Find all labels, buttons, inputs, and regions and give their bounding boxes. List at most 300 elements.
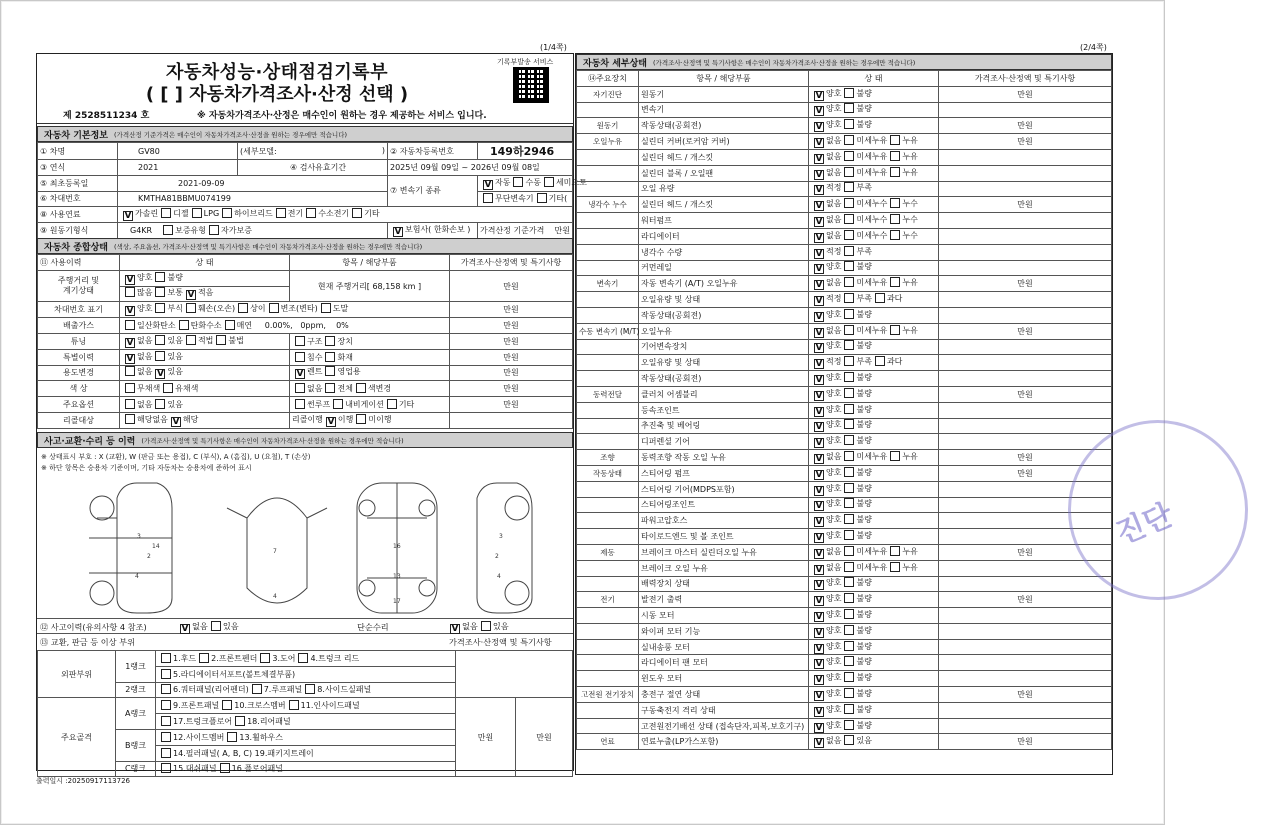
detail-row — [577, 623, 1112, 639]
commercial-checkbox[interactable] — [325, 366, 335, 376]
detail-item: 브레이크 마스터 실린더오일 누유 — [639, 544, 809, 560]
recall-notdone-checkbox[interactable] — [356, 414, 366, 424]
detail-group — [577, 307, 639, 323]
fuel-diesel: 디젤 — [173, 209, 189, 219]
detail-checkbox[interactable] — [844, 309, 854, 319]
detail-item: 오일누유 — [639, 323, 809, 339]
detail-option-label: 미세누유 — [856, 151, 888, 161]
detail-option-label: 양호 — [826, 531, 842, 540]
detail-checkbox[interactable] — [844, 135, 854, 145]
detail-checkbox[interactable] — [844, 435, 854, 445]
detail-row — [577, 118, 1112, 134]
detail-checkbox[interactable] — [844, 498, 854, 508]
recall-none-checkbox[interactable] — [125, 414, 135, 424]
detail-checkbox[interactable]: V — [815, 469, 823, 480]
detail-checkbox[interactable]: V — [815, 343, 823, 354]
mileage-bad-checkbox[interactable] — [155, 272, 165, 282]
detail-checkbox[interactable] — [844, 672, 854, 682]
part-roof-panel-checkbox[interactable] — [252, 684, 262, 694]
accident-note: (가격조사·산정액 및 특기사항은 매수인이 자동차가격조사·산정을 원하는 경우에만 적습니다) — [141, 436, 404, 445]
detail-checkbox[interactable] — [890, 230, 900, 240]
detail-checkbox[interactable] — [844, 88, 854, 98]
detail-price: 만원 — [939, 687, 1112, 703]
fire-checkbox[interactable] — [325, 352, 335, 362]
qr-code-icon[interactable] — [513, 67, 549, 103]
detail-checkbox[interactable] — [844, 641, 854, 651]
detail-group — [577, 181, 639, 197]
detail-item: 작동상태(공회전) — [639, 371, 809, 387]
detail-option-label: 불량 — [856, 404, 872, 414]
detail-option-label: 양호 — [826, 373, 842, 383]
tuning-legal-checkbox[interactable] — [186, 335, 196, 345]
detail-checkbox[interactable] — [844, 293, 854, 303]
detail-checkbox[interactable]: V — [815, 548, 823, 559]
detail-state — [809, 213, 939, 229]
detail-checkbox[interactable]: V — [815, 327, 823, 338]
part-front-panel-checkbox[interactable] — [161, 700, 171, 710]
detail-checkbox[interactable] — [844, 340, 854, 350]
detail-row — [577, 592, 1112, 608]
options-none-checkbox[interactable] — [125, 399, 135, 409]
other-trans-checkbox[interactable] — [537, 193, 547, 203]
detail-checkbox[interactable] — [844, 119, 854, 129]
detail-checkbox[interactable]: V — [815, 564, 823, 575]
tuning-structure-checkbox[interactable] — [295, 336, 305, 346]
detail-checkbox[interactable]: V — [815, 422, 823, 433]
options-label: 주요옵션 — [38, 397, 120, 413]
part-radiator-support-checkbox[interactable] — [161, 669, 171, 679]
detail-checkbox[interactable] — [844, 688, 854, 698]
reg-no-label: ② 자동차등록번호 — [388, 143, 478, 160]
detail-checkbox[interactable]: V — [815, 248, 823, 259]
detail-checkbox[interactable]: V — [815, 406, 823, 417]
detail-checkbox[interactable]: V — [815, 627, 823, 638]
detail-option-label: 양호 — [826, 120, 842, 130]
detail-option-label: 불량 — [856, 594, 872, 604]
detail-checkbox[interactable]: V — [815, 580, 823, 591]
detail-state — [809, 165, 939, 181]
semi-checkbox[interactable] — [544, 177, 554, 187]
mileage-good-checkbox[interactable]: V — [126, 274, 134, 285]
warranty-type: 보증유형 — [175, 226, 207, 236]
detail-checkbox[interactable]: V — [815, 185, 823, 196]
options-other-checkbox[interactable] — [387, 399, 397, 409]
detail-checkbox[interactable] — [844, 562, 854, 572]
fuel-diesel-checkbox[interactable] — [161, 208, 171, 218]
detail-checkbox[interactable] — [844, 467, 854, 477]
rank2-label: 2랭크 — [116, 682, 156, 698]
part-wheel-house-checkbox[interactable] — [227, 732, 237, 742]
detail-option-label: 양호 — [826, 436, 842, 446]
detail-option-label: 미세누유 — [856, 546, 888, 556]
accident-history-row: ⑫ 사고이력(유의사항 4 참조) V 없음 있음 단순수리 V 없음 있음 — [37, 618, 573, 634]
detail-state — [809, 339, 939, 355]
special-none-checkbox[interactable]: V — [126, 353, 134, 364]
detail-item: 스티어링 기어(MDPS포함) — [639, 481, 809, 497]
detail-checkbox[interactable] — [844, 167, 854, 177]
color-label: 색 상 — [38, 381, 120, 397]
detail-checkbox[interactable] — [844, 625, 854, 635]
detail-price: 만원 — [939, 734, 1112, 750]
fuel-other-checkbox[interactable] — [352, 208, 362, 218]
detail-option-label: 양호 — [826, 720, 842, 730]
detail-group: 자기진단 — [577, 86, 639, 102]
sunroof-checkbox[interactable] — [295, 399, 305, 409]
tuning-device-checkbox[interactable] — [325, 336, 335, 346]
vin-damage-checkbox[interactable] — [186, 303, 196, 313]
detail-checkbox[interactable]: V — [815, 138, 823, 149]
detail-checkbox[interactable]: V — [815, 722, 823, 733]
part-front-fender-checkbox[interactable] — [199, 653, 209, 663]
detail-state — [809, 181, 939, 197]
detail-row — [577, 339, 1112, 355]
detail-option-label: 불량 — [856, 673, 872, 683]
part-side-member-checkbox[interactable] — [161, 732, 171, 742]
detail-checkbox[interactable]: V — [815, 90, 823, 101]
detail-checkbox[interactable] — [844, 103, 854, 113]
detail-checkbox[interactable]: V — [815, 296, 823, 307]
part-dash-panel-checkbox[interactable] — [161, 763, 171, 773]
insurer-warranty-checkbox[interactable]: V — [394, 227, 402, 238]
detail-checkbox[interactable] — [890, 151, 900, 161]
detail-checkbox[interactable]: V — [815, 390, 823, 401]
auto-label: 자동 — [495, 177, 511, 187]
rank1-parts-2: 5.라디에이터서포트(볼트체결부품) — [156, 666, 456, 682]
detail-state — [809, 734, 939, 750]
tuning-state: V 없음 있음 적법 불법 — [120, 333, 290, 349]
detail-checkbox[interactable] — [844, 388, 854, 398]
detail-option-label: 양호 — [826, 609, 842, 619]
mileage-few-checkbox[interactable]: V — [187, 290, 195, 301]
detail-state — [809, 655, 939, 671]
special-yes-checkbox[interactable] — [155, 351, 165, 361]
detail-checkbox[interactable] — [844, 214, 854, 224]
base-price-label: 가격산정 기준가격 — [480, 226, 545, 236]
detail-price — [939, 718, 1112, 734]
detail-option-label: 불량 — [856, 262, 872, 272]
detail-item: 연료누출(LP가스포함) — [639, 734, 809, 750]
overall-col-state: 상 태 — [120, 255, 290, 271]
detail-option-label: 불량 — [856, 341, 872, 351]
detail-item: 원동기 — [639, 86, 809, 102]
achromatic-checkbox[interactable] — [125, 383, 135, 393]
detail-price — [939, 402, 1112, 418]
detail-group: 고전원 전기장치 — [577, 687, 639, 703]
detail-checkbox[interactable] — [875, 293, 885, 303]
fuel-lpg-checkbox[interactable] — [192, 208, 202, 218]
detail-item: 오일유량 및 상태 — [639, 292, 809, 308]
detail-checkbox[interactable] — [844, 182, 854, 192]
tuning-none-checkbox[interactable]: V — [126, 337, 134, 348]
detail-checkbox[interactable]: V — [815, 217, 823, 228]
mileage-normal-checkbox[interactable] — [155, 287, 165, 297]
usage-none-checkbox[interactable] — [125, 366, 135, 376]
self-warranty: 자가보증 — [221, 226, 252, 236]
detail-row — [577, 181, 1112, 197]
detail-item: 변속기 — [639, 102, 809, 118]
detail-checkbox[interactable] — [844, 356, 854, 366]
fuel-hydrogen-checkbox[interactable] — [306, 208, 316, 218]
detail-state — [809, 608, 939, 624]
detail-state — [809, 228, 939, 244]
detail-group — [577, 481, 639, 497]
detail-checkbox[interactable]: V — [815, 596, 823, 607]
detail-checkbox[interactable]: V — [815, 311, 823, 322]
detail-checkbox[interactable] — [844, 198, 854, 208]
detail-group: 변속기 — [577, 276, 639, 292]
detail-checkbox[interactable] — [844, 735, 854, 745]
inspect-value: 2025년 09월 09일 ~ 2026년 09월 08일 — [388, 160, 573, 176]
detail-state — [809, 702, 939, 718]
vehicle-type-note: ※ 하단 항목은 승용차 기준이며, 기타 자동차는 승용차에 준하여 표시 — [41, 464, 252, 472]
detail-checkbox[interactable] — [890, 214, 900, 224]
fuel-hybrid-checkbox[interactable] — [222, 208, 232, 218]
detail-checkbox[interactable] — [844, 372, 854, 382]
detail-checkbox[interactable]: V — [815, 659, 823, 670]
overall-table — [37, 254, 573, 429]
hc-checkbox[interactable] — [179, 320, 189, 330]
detail-checkbox[interactable]: V — [815, 201, 823, 212]
detail-option-label: 양호 — [826, 309, 842, 319]
detail-checkbox[interactable]: V — [815, 485, 823, 496]
detail-row — [577, 718, 1112, 734]
detail-option-label: 양호 — [826, 673, 842, 683]
accident-yes-checkbox[interactable] — [211, 621, 221, 631]
accident-none-checkbox[interactable]: V — [181, 624, 189, 634]
detail-checkbox[interactable] — [890, 277, 900, 287]
detail-option-label: 누유 — [902, 546, 918, 556]
tuning-illegal-checkbox[interactable] — [216, 335, 226, 345]
detail-checkbox[interactable]: V — [815, 264, 823, 275]
detail-row — [577, 529, 1112, 545]
detail-checkbox[interactable] — [844, 451, 854, 461]
detail-checkbox[interactable] — [844, 577, 854, 587]
detail-checkbox[interactable] — [890, 198, 900, 208]
detail-checkbox[interactable]: V — [815, 438, 823, 449]
detail-option-label: 불량 — [856, 704, 872, 714]
detail-state — [809, 292, 939, 308]
detail-checkbox[interactable] — [844, 514, 854, 524]
detail-group: 냉각수 누수 — [577, 197, 639, 213]
detail-checkbox[interactable] — [844, 546, 854, 556]
detail-option-label: 없음 — [826, 167, 842, 177]
detail-checkbox[interactable] — [844, 530, 854, 540]
other-trans-label: 기타( — [548, 194, 568, 204]
detail-option-label: 없음 — [826, 215, 842, 225]
detail-price — [939, 576, 1112, 592]
part-quarter-panel-checkbox[interactable] — [161, 684, 171, 694]
vin-corrosion-checkbox[interactable] — [155, 303, 165, 313]
options-yes-checkbox[interactable] — [155, 399, 165, 409]
part-door-checkbox[interactable] — [260, 653, 270, 663]
detail-checkbox[interactable] — [844, 656, 854, 666]
detail-option-label: 양호 — [826, 483, 842, 493]
detail-group — [577, 513, 639, 529]
detail-group — [577, 702, 639, 718]
detail-checkbox[interactable] — [844, 483, 854, 493]
detail-checkbox[interactable] — [844, 261, 854, 271]
detail-checkbox[interactable] — [844, 151, 854, 161]
detail-checkbox[interactable] — [890, 135, 900, 145]
detail-state — [809, 402, 939, 418]
detail-option-label: 미세누유 — [856, 325, 888, 335]
detail-checkbox[interactable]: V — [815, 280, 823, 291]
cvt-checkbox[interactable] — [483, 193, 493, 203]
svg-text:13: 13 — [393, 573, 401, 580]
detail-checkbox[interactable]: V — [815, 643, 823, 654]
detail-checkbox[interactable]: V — [815, 533, 823, 543]
part-floor-panel-checkbox[interactable] — [220, 763, 230, 773]
usage-change-parts: V 렌트 영업용 — [290, 365, 450, 381]
vin-paint-checkbox[interactable] — [321, 303, 331, 313]
detail-checkbox[interactable] — [875, 356, 885, 366]
vin-diff-checkbox[interactable] — [238, 303, 248, 313]
detail-checkbox[interactable]: V — [815, 454, 823, 465]
auto-checkbox[interactable]: V — [484, 179, 492, 190]
navi-checkbox[interactable] — [333, 399, 343, 409]
detail-checkbox[interactable]: V — [815, 232, 823, 243]
accident-section — [37, 432, 573, 774]
detail-checkbox[interactable] — [890, 167, 900, 177]
overall-heading: 자동차 종합상태 (색상, 주요옵션, 가격조사·산정액 및 특기사항은 매수인이 자동차가격조사·산정을 원하는 경우에만 적습니다) — [37, 238, 573, 254]
detail-group — [577, 165, 639, 181]
part-trunk-lid-checkbox[interactable] — [298, 653, 308, 663]
fuel-gasoline-checkbox[interactable]: V — [124, 211, 132, 222]
rent-checkbox[interactable]: V — [296, 369, 304, 380]
detail-col-1: 항목 / 해당부품 — [639, 71, 809, 87]
detail-option-label: 불량 — [856, 104, 872, 114]
detail-checkbox[interactable]: V — [815, 690, 823, 701]
detail-checkbox[interactable] — [844, 325, 854, 335]
svg-text:2: 2 — [147, 553, 151, 560]
fuel-electric-checkbox[interactable] — [276, 208, 286, 218]
detail-checkbox[interactable] — [844, 246, 854, 256]
part-hood-checkbox[interactable] — [161, 653, 171, 663]
detail-checkbox[interactable]: V — [815, 706, 823, 717]
detail-checkbox[interactable]: V — [815, 169, 823, 180]
vin-good-checkbox[interactable]: V — [126, 306, 134, 317]
detail-option-label: 불량 — [856, 578, 872, 588]
manual-checkbox[interactable] — [513, 177, 523, 187]
detail-option-label: 부족 — [856, 183, 872, 193]
abnormal-part-label: ⑬ 교환, 판금 등 이상 부위 — [40, 637, 135, 647]
detail-checkbox[interactable]: V — [815, 738, 823, 749]
detail-option-label: 불량 — [856, 720, 872, 730]
usage-change-unit: 만원 — [450, 365, 573, 381]
detail-checkbox[interactable]: V — [815, 359, 823, 370]
detail-checkbox[interactable] — [890, 546, 900, 556]
detail-checkbox[interactable] — [844, 704, 854, 714]
detail-checkbox[interactable] — [890, 325, 900, 335]
detail-group: 작동상태 — [577, 465, 639, 481]
vin-alter-checkbox[interactable] — [269, 303, 279, 313]
mileage-many-checkbox[interactable] — [125, 287, 135, 297]
detail-row — [577, 576, 1112, 592]
detail-checkbox[interactable]: V — [815, 375, 823, 386]
detail-state — [809, 307, 939, 323]
detail-checkbox[interactable]: V — [815, 675, 823, 686]
part-trunk-floor-checkbox[interactable] — [161, 716, 171, 726]
color-none-checkbox[interactable] — [295, 383, 305, 393]
detail-checkbox[interactable] — [890, 451, 900, 461]
detail-checkbox[interactable]: V — [815, 153, 823, 164]
detail-row — [577, 197, 1112, 213]
detail-checkbox[interactable] — [844, 277, 854, 287]
detail-state — [809, 323, 939, 339]
color-change-checkbox[interactable] — [356, 383, 366, 393]
detail-checkbox[interactable]: V — [815, 517, 823, 528]
detail-row — [577, 687, 1112, 703]
detail-checkbox[interactable] — [844, 609, 854, 619]
part-cross-member-checkbox[interactable] — [222, 700, 232, 710]
co-checkbox[interactable] — [125, 320, 135, 330]
detail-checkbox[interactable] — [844, 720, 854, 730]
part-side-sill-checkbox[interactable] — [305, 684, 315, 694]
detail-option-label: 양호 — [826, 388, 842, 398]
detail-row — [577, 434, 1112, 450]
detail-checkbox[interactable] — [844, 404, 854, 414]
chromatic-checkbox[interactable] — [163, 383, 173, 393]
flood-checkbox[interactable] — [295, 352, 305, 362]
detail-row — [577, 213, 1112, 229]
detail-checkbox[interactable] — [844, 230, 854, 240]
rankB-label: B랭크 — [116, 729, 156, 761]
detail-state — [809, 260, 939, 276]
smoke-checkbox[interactable] — [225, 320, 235, 330]
usage-yes-checkbox[interactable]: V — [156, 369, 164, 380]
detail-row — [577, 544, 1112, 560]
recall-done-checkbox[interactable]: V — [327, 416, 335, 427]
detail-checkbox[interactable]: V — [815, 501, 823, 512]
recall-yes-checkbox[interactable]: V — [172, 416, 180, 427]
detail-checkbox[interactable] — [890, 562, 900, 572]
repair-none-checkbox[interactable]: V — [451, 624, 459, 634]
detail-group — [577, 228, 639, 244]
detail-group — [577, 608, 639, 624]
detail-checkbox[interactable] — [844, 419, 854, 429]
special-history-state: V 없음 있음 — [120, 349, 290, 365]
detail-option-label: 양호 — [826, 515, 842, 525]
car-name-label: ① 차명 — [38, 143, 118, 160]
tuning-yes-checkbox[interactable] — [155, 335, 165, 345]
detail-option-label: 과다 — [886, 357, 903, 367]
part-rear-panel-checkbox[interactable] — [235, 716, 245, 726]
detail-checkbox[interactable]: V — [815, 122, 823, 133]
color-unit: 만원 — [450, 381, 573, 397]
basic-info-heading: 자동차 기본정보 (가격산정 기준가격은 매수인이 자동차가격조사·산정을 원하는 경우에만 적습니다) — [37, 126, 573, 142]
transmission-options-2 — [478, 191, 573, 207]
detail-checkbox[interactable]: V — [815, 106, 823, 117]
detail-option-label: 양호 — [826, 262, 842, 272]
detail-checkbox[interactable] — [844, 593, 854, 603]
color-whole-checkbox[interactable] — [325, 383, 335, 393]
repair-yes-checkbox[interactable] — [481, 621, 491, 631]
part-pillar-checkbox[interactable] — [161, 748, 171, 758]
detail-row — [577, 481, 1112, 497]
detail-price — [939, 371, 1112, 387]
detail-item: 워터펌프 — [639, 213, 809, 229]
detail-group — [577, 434, 639, 450]
warranty-type-checkbox[interactable] — [163, 225, 173, 235]
detail-state — [809, 149, 939, 165]
detail-price: 만원 — [939, 118, 1112, 134]
part-inside-panel-checkbox[interactable] — [289, 700, 299, 710]
detail-checkbox[interactable]: V — [815, 611, 823, 622]
detail-price — [939, 671, 1112, 687]
self-warranty-checkbox[interactable] — [209, 225, 219, 235]
emission-state: 일산화탄소 탄화수소 매연 0.00%, 0ppm, 0% — [120, 318, 450, 334]
detail-state — [809, 386, 939, 402]
